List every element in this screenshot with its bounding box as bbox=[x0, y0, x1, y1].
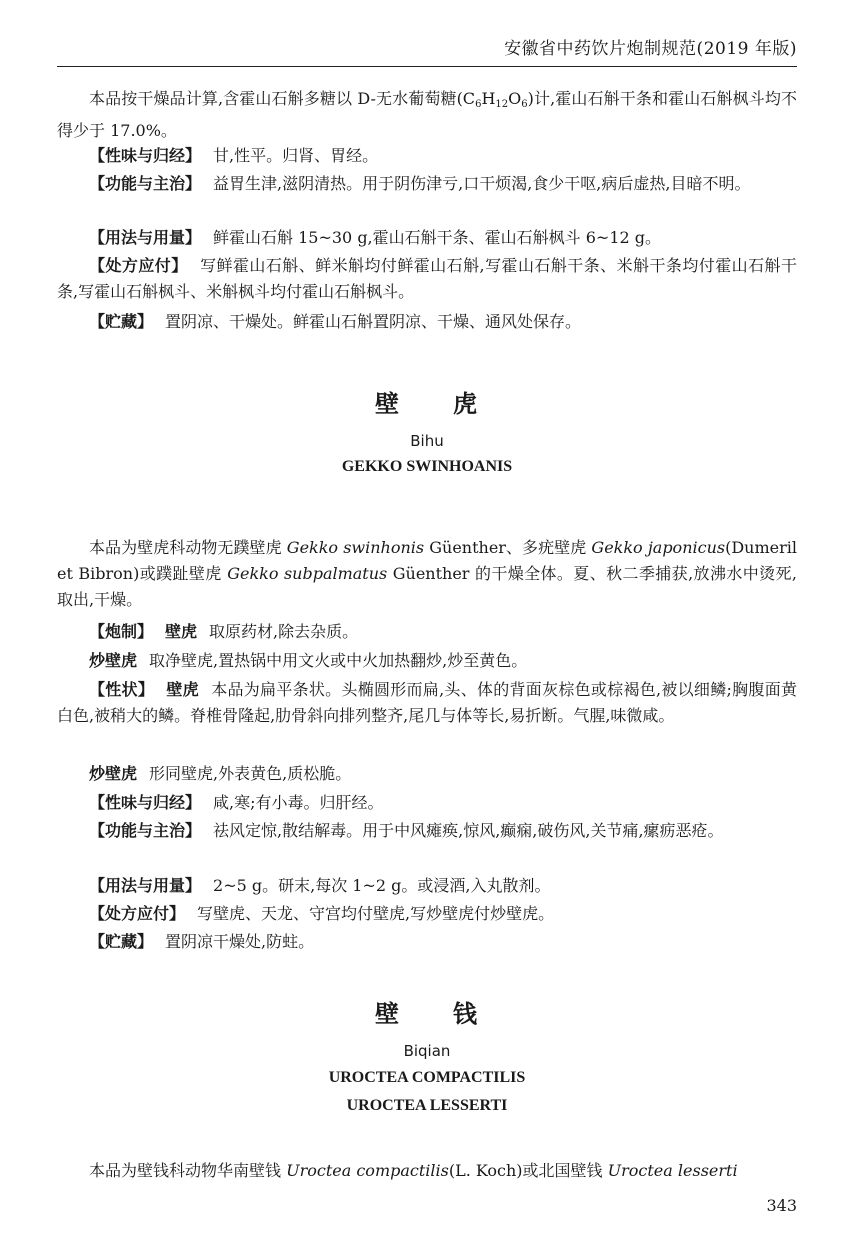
assay-paragraph: 本品按干燥品计算,含霍山石斛多糖以 D-无水葡萄糖(C6H12O6)计,霍山石斛干条和霍山石斛枫斗均不得少于 17.0%。 bbox=[57, 89, 797, 140]
nature-paragraph: 【性味与归经】 甘,性平。归肾、胃经。 bbox=[89, 146, 379, 165]
character-paragraph: 【性状】 壁虎 本品为扁平条状。头椭圆形而扁,头、体的背面灰棕色或棕褐色,被以细鳞;胸腹面黄白色,被稍大的鳞。脊椎骨隆起,肋骨斜向排列整齐,尾几与体等长,易折断。气腥,味微咸。 bbox=[57, 680, 797, 725]
entry-pinyin-biqian: Biqian bbox=[403, 1042, 451, 1060]
function-paragraph: 【功能与主治】 益胃生津,滋阴清热。用于阴伤津亏,口干烦渴,食少干呕,病后虚热,目暗不明。 bbox=[89, 174, 751, 193]
subsection-label: 炒壁虎 bbox=[89, 764, 138, 783]
entry-latin-bihu: GEKKO SWINHOANIS bbox=[341, 458, 513, 475]
section-label: 【性味与归经】 bbox=[89, 146, 202, 165]
prescription-paragraph: 【处方应付】 写鲜霍山石斛、鲜米斛均付鲜霍山石斛,写霍山石斛干条、米斛干条均付霍山石斛干条,写霍山石斛枫斗、米斛枫斗均付霍山石斛枫斗。 bbox=[57, 256, 797, 301]
header-rule bbox=[57, 66, 797, 67]
storage-paragraph: 【贮藏】 置阴凉、干燥处。鲜霍山石斛置阴凉、干燥、通风处保存。 bbox=[89, 312, 582, 331]
section-label: 【处方应付】 bbox=[89, 904, 186, 923]
entry-latin-biqian-2: UROCTEA LESSERTI bbox=[346, 1097, 508, 1114]
entry-title-biqian: 壁 钱 bbox=[375, 1000, 479, 1028]
nature-paragraph: 【性味与归经】 咸,寒;有小毒。归肝经。 bbox=[89, 793, 384, 812]
character2-paragraph: 炒壁虎 形同壁虎,外表黄色,质松脆。 bbox=[89, 764, 352, 783]
section-label: 【功能与主治】 bbox=[89, 174, 202, 193]
subsection-label: 壁虎 bbox=[166, 680, 199, 699]
section-label: 【性味与归经】 bbox=[89, 793, 202, 812]
section-label: 【用法与用量】 bbox=[89, 228, 202, 247]
page-number: 343 bbox=[766, 1196, 797, 1215]
storage-paragraph: 【贮藏】 置阴凉干燥处,防蛀。 bbox=[89, 932, 315, 951]
document-page bbox=[57, 0, 797, 1249]
section-label: 【处方应付】 bbox=[89, 256, 188, 275]
subsection-label: 壁虎 bbox=[165, 622, 198, 641]
running-header: 安徽省中药饮片炮制规范(2019 年版) bbox=[504, 39, 797, 59]
entry-title-bihu: 壁 虎 bbox=[375, 390, 479, 418]
subsection-label: 炒壁虎 bbox=[89, 651, 138, 670]
entry-latin-biqian-1: UROCTEA COMPACTILIS bbox=[328, 1069, 526, 1086]
processing-paragraph: 【炮制】 壁虎 取原药材,除去杂质。 bbox=[89, 622, 359, 641]
dosage-paragraph: 【用法与用量】 鲜霍山石斛 15~30 g,霍山石斛干条、霍山石斛枫斗 6~12 g。 bbox=[89, 228, 662, 247]
description-paragraph: 本品为壁虎科动物无蹼壁虎 Gekko swinhonis Güenther、多疣壁虎 Gekko japonicus(Dumeril et Bibron)或蹼趾壁虎 Gekko subpalmatus Güenther 的干燥全体。夏、秋二季捕获,放沸水中烫死,取出,干燥。 bbox=[57, 538, 798, 609]
processing2-paragraph: 炒壁虎 取净壁虎,置热锅中用文火或中火加热翻炒,炒至黄色。 bbox=[89, 651, 528, 670]
section-label: 【性状】 bbox=[89, 680, 155, 699]
section-label: 【功能与主治】 bbox=[89, 821, 202, 840]
description-paragraph: 本品为壁钱科动物华南壁钱 Uroctea compactilis(L. Koch)或北国壁钱 Uroctea lesserti bbox=[89, 1161, 738, 1180]
section-label: 【炮制】 bbox=[89, 622, 154, 641]
section-label: 【用法与用量】 bbox=[89, 876, 202, 895]
entry-pinyin-bihu: Bihu bbox=[410, 432, 444, 450]
section-label: 【贮藏】 bbox=[89, 932, 154, 951]
section-label: 【贮藏】 bbox=[89, 312, 154, 331]
prescription-paragraph: 【处方应付】 写壁虎、天龙、守宫均付壁虎,写炒壁虎付炒壁虎。 bbox=[89, 904, 555, 923]
dosage-paragraph: 【用法与用量】 2~5 g。研末,每次 1~2 g。或浸酒,入丸散剂。 bbox=[89, 876, 551, 895]
function-paragraph: 【功能与主治】 祛风定惊,散结解毒。用于中风瘫痪,惊风,癫痫,破伤风,关节痛,瘰疬恶疮。 bbox=[89, 821, 724, 840]
